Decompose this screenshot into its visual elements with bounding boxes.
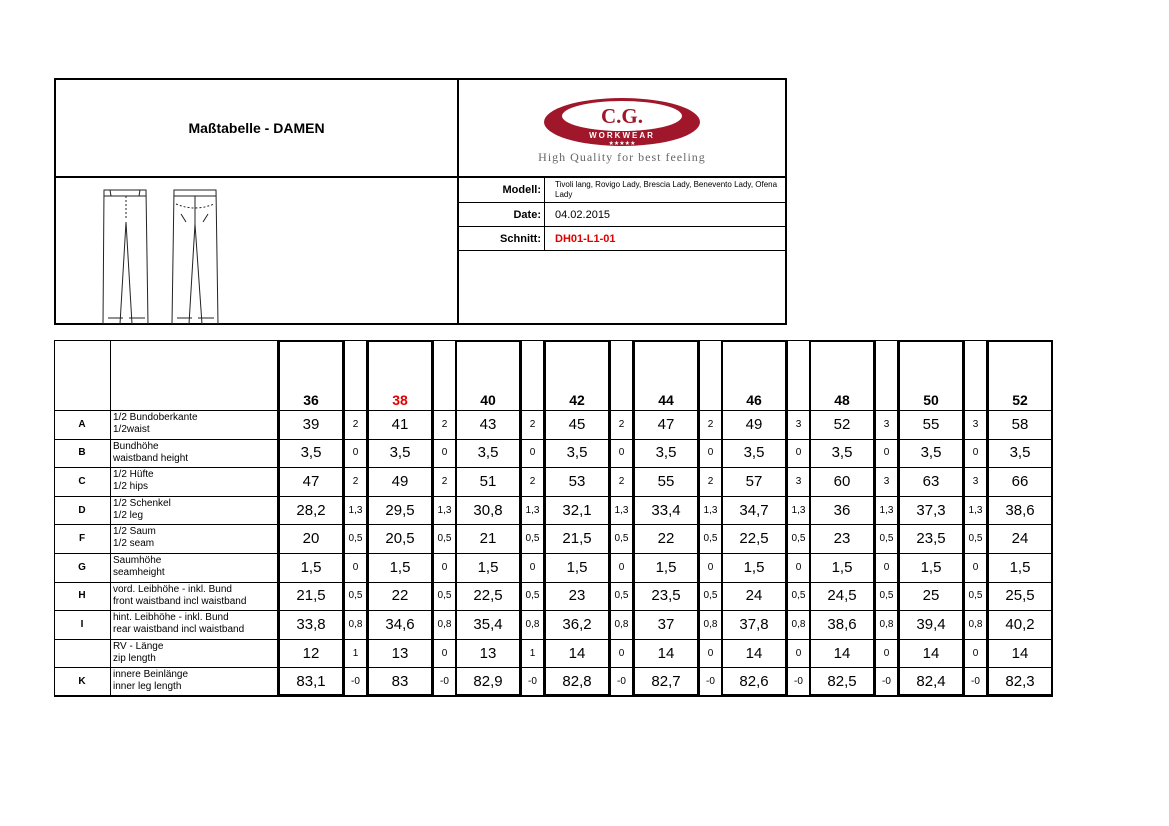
grade-value: 3	[883, 475, 890, 487]
grade-value: 0,5	[525, 533, 540, 545]
measurement-value: 13	[391, 644, 409, 662]
measurement-value: 20,5	[385, 530, 415, 548]
grade-value: -0	[794, 676, 803, 688]
grade-value: -0	[440, 676, 449, 688]
grade-value: 0	[707, 647, 714, 659]
grade-value: 2	[618, 418, 625, 430]
grade-value: 0	[883, 561, 890, 573]
grade-value: 0,5	[614, 533, 629, 545]
schnitt-value: DH01-L1-01	[555, 232, 616, 245]
row-code: F	[78, 533, 86, 545]
measurement-value: 38,6	[827, 615, 857, 633]
row-label-de: hint. Leibhöhe - inkl. Bund	[113, 612, 229, 624]
row-code: K	[78, 676, 86, 688]
grade-value: 2	[707, 475, 714, 487]
grade-value: 0	[441, 447, 448, 459]
measurement-value: 49	[745, 415, 763, 433]
grade-value: 0,5	[968, 590, 983, 602]
size-header: 50	[923, 392, 939, 408]
measurement-value: 47	[657, 415, 675, 433]
measurement-value: 3,5	[655, 444, 677, 462]
logo-stars: ★★★★★	[608, 141, 636, 147]
measurement-value: 45	[568, 415, 586, 433]
grade-value: -0	[882, 676, 891, 688]
grade-value: 0,8	[614, 618, 629, 630]
measurement-value: 25,5	[1005, 587, 1035, 605]
grade-value: 0,5	[614, 590, 629, 602]
row-divider	[54, 696, 1053, 697]
measurement-value: 82,9	[473, 673, 503, 691]
measurement-value: 3,5	[566, 444, 588, 462]
measurement-value: 39,4	[916, 615, 946, 633]
row-label-de: Saumhöhe	[113, 555, 162, 566]
row-label-en: front waistband incl waistband	[113, 595, 247, 607]
grade-value: 0,8	[525, 618, 540, 630]
measurement-value: 24	[745, 587, 763, 605]
grade-value: 0,5	[968, 533, 983, 545]
row-description	[111, 584, 277, 611]
grade-value: 0	[618, 447, 625, 459]
measurement-value: 22	[391, 587, 409, 605]
row-label-de: innere Beinlänge	[113, 669, 189, 681]
grade-value: -0	[528, 676, 537, 688]
logo-brand-text: C.G.	[601, 104, 643, 128]
row-description	[111, 526, 277, 553]
row-description	[111, 441, 277, 468]
measurement-value: 14	[922, 644, 940, 662]
grade-value: 0,5	[879, 533, 894, 545]
row-label-en: 1/2waist	[113, 424, 150, 435]
measurement-value: 37,8	[739, 615, 769, 633]
measurement-value: 22,5	[473, 587, 503, 605]
measurement-value: 39	[302, 415, 320, 433]
row-label-en: rear waistband incl waistband	[113, 624, 245, 636]
measurement-value: 24	[1011, 530, 1029, 548]
row-description	[111, 641, 277, 668]
date-value: 04.02.2015	[555, 208, 611, 221]
measurement-value: 83	[391, 673, 409, 691]
row-label-de: 1/2 Hüfte	[113, 469, 154, 481]
measurement-value: 24,5	[827, 587, 857, 605]
grade-value: 0	[618, 647, 625, 659]
measurement-value: 1,5	[300, 558, 322, 576]
measurement-value: 20	[302, 530, 320, 548]
grade-value: 2	[618, 475, 625, 487]
measurement-value: 55	[922, 415, 940, 433]
measurement-value: 33,8	[296, 615, 326, 633]
measurement-value: 40,2	[1005, 615, 1035, 633]
row-label-en: 1/2 leg	[113, 509, 144, 521]
grade-value: 0	[883, 447, 890, 459]
measurement-value: 35,4	[473, 615, 503, 633]
measurement-value: 53	[568, 472, 586, 490]
measurement-value: 47	[302, 472, 320, 490]
size-header: 42	[569, 392, 585, 408]
modell-label: Modell:	[459, 178, 545, 202]
size-header: 46	[746, 392, 762, 408]
measurement-value: 21,5	[562, 530, 592, 548]
grade-value: 1,3	[879, 504, 894, 516]
size-header: 38	[392, 392, 408, 408]
measurement-value: 22,5	[739, 530, 769, 548]
grade-value: 0	[707, 561, 714, 573]
measurement-value: 82,8	[562, 673, 592, 691]
measurement-value: 52	[833, 415, 851, 433]
row-code	[54, 639, 110, 668]
size-header: 36	[303, 392, 319, 408]
measurement-value: 36,2	[562, 615, 592, 633]
grade-value: 0	[972, 561, 979, 573]
measurement-value: 34,6	[385, 615, 415, 633]
grade-value: -0	[617, 676, 626, 688]
measurement-value: 82,6	[739, 673, 769, 691]
measurement-value: 25	[922, 587, 940, 605]
measurement-value: 1,5	[1009, 558, 1031, 576]
measurement-value: 82,3	[1005, 673, 1035, 691]
measurement-value: 49	[391, 472, 409, 490]
measurement-value: 36	[833, 501, 851, 519]
grade-value: 0	[795, 647, 802, 659]
measurement-value: 3,5	[920, 444, 942, 462]
measurement-value: 51	[479, 472, 497, 490]
grade-value: 2	[441, 418, 448, 430]
grade-value: 1,3	[525, 504, 540, 516]
grade-value: -0	[706, 676, 715, 688]
grade-value: 1,3	[791, 504, 806, 516]
grade-value: 0	[883, 647, 890, 659]
measurement-value: 23	[833, 530, 851, 548]
grade-value: 0	[972, 447, 979, 459]
grade-value: 0	[707, 447, 714, 459]
row-description	[111, 555, 277, 582]
measurement-value: 23,5	[916, 530, 946, 548]
measurement-value: 1,5	[920, 558, 942, 576]
measurement-value: 3,5	[831, 444, 853, 462]
row-code: A	[78, 418, 86, 430]
grade-value: 0,5	[703, 590, 718, 602]
measurement-value: 41	[391, 415, 409, 433]
grade-value: 0,5	[879, 590, 894, 602]
grade-value: 2	[441, 475, 448, 487]
row-code: C	[78, 475, 86, 487]
grade-value: 0	[972, 647, 979, 659]
measurement-value: 43	[479, 415, 497, 433]
grade-value: 0,5	[525, 590, 540, 602]
row-description	[111, 498, 277, 525]
row-code: G	[78, 561, 86, 573]
measurement-value: 23	[568, 587, 586, 605]
measurement-value: 82,5	[827, 673, 857, 691]
row-label-de: 1/2 Schenkel	[113, 497, 171, 509]
grade-value: 3	[972, 418, 979, 430]
measurement-value: 82,7	[651, 673, 681, 691]
row-description	[111, 469, 277, 496]
grade-value: 1,3	[703, 504, 718, 516]
grade-value: 1	[352, 647, 359, 659]
measurement-value: 55	[657, 472, 675, 490]
grade-value: 0,5	[791, 533, 806, 545]
measurement-value: 63	[922, 472, 940, 490]
row-code: I	[80, 618, 84, 630]
row-label-de: RV - Länge	[113, 640, 164, 652]
row-label-de: vord. Leibhöhe - inkl. Bund	[113, 583, 232, 595]
measurement-value: 22	[657, 530, 675, 548]
grade-value: 0,5	[791, 590, 806, 602]
row-label-en: 1/2 seam	[113, 538, 155, 550]
grade-value: 0,8	[437, 618, 452, 630]
measurement-value: 1,5	[477, 558, 499, 576]
grade-value: 1,3	[968, 504, 983, 516]
grade-value: 0	[352, 447, 359, 459]
grade-value: 3	[883, 418, 890, 430]
row-label-en: seamheight	[113, 567, 165, 578]
row-label-de: 1/2 Bundoberkante	[113, 412, 198, 423]
measurement-value: 21	[479, 530, 497, 548]
row-label-en: waistband height	[113, 452, 189, 464]
measurement-value: 29,5	[385, 501, 415, 519]
measurement-value: 3,5	[389, 444, 411, 462]
measurement-value: 33,4	[651, 501, 681, 519]
modell-value: Tivoli lang, Rovigo Lady, Brescia Lady, Benevento Lady, Ofena Lady	[555, 180, 778, 199]
row-description	[111, 669, 277, 696]
grade-value: 0,8	[968, 618, 983, 630]
measurement-value: 23,5	[651, 587, 681, 605]
row-code: B	[78, 447, 86, 459]
grade-value: 1,3	[348, 504, 363, 516]
row-label-en: inner leg length	[113, 681, 182, 693]
measurement-value: 21,5	[296, 587, 326, 605]
measurement-value: 1,5	[389, 558, 411, 576]
measurement-value: 14	[745, 644, 763, 662]
grade-value: 0,8	[703, 618, 718, 630]
grade-value: 2	[352, 418, 359, 430]
measurement-value: 37,3	[916, 501, 946, 519]
measurement-value: 12	[302, 644, 320, 662]
grade-value: 2	[529, 475, 536, 487]
measurement-value: 83,1	[296, 673, 326, 691]
size-header: 52	[1012, 392, 1028, 408]
grade-value: 2	[352, 475, 359, 487]
row-label-de: Bundhöhe	[113, 440, 159, 452]
measurement-value: 37	[657, 615, 675, 633]
date-label: Date:	[459, 203, 545, 226]
grade-value: 0,5	[348, 590, 363, 602]
measurement-value: 14	[1011, 644, 1029, 662]
grade-value: 0,5	[437, 590, 452, 602]
size-header: 44	[658, 392, 674, 408]
row-description	[111, 612, 277, 639]
grade-value: 0	[529, 561, 536, 573]
measurement-value: 3,5	[743, 444, 765, 462]
grade-value: 0,8	[791, 618, 806, 630]
measurement-value: 32,1	[562, 501, 592, 519]
measurement-value: 14	[657, 644, 675, 662]
grade-value: 2	[707, 418, 714, 430]
measurement-value: 1,5	[655, 558, 677, 576]
grade-value: 0	[795, 561, 802, 573]
row-description	[111, 412, 277, 439]
grade-value: 0	[795, 447, 802, 459]
logo-sub-text: WORKWEAR	[589, 131, 655, 140]
row-label-en: zip length	[113, 652, 156, 664]
grade-value: 2	[529, 418, 536, 430]
row-code: H	[78, 590, 86, 602]
grade-value: -0	[971, 676, 980, 688]
grade-value: 0,5	[348, 533, 363, 545]
row-label-en: 1/2 hips	[113, 481, 149, 493]
grade-value: 0,8	[879, 618, 894, 630]
grade-value: 1	[529, 647, 536, 659]
measurement-value: 38,6	[1005, 501, 1035, 519]
measurement-value: 14	[568, 644, 586, 662]
measurement-value: 1,5	[566, 558, 588, 576]
grade-value: 1,3	[614, 504, 629, 516]
measurement-value: 3,5	[1009, 444, 1031, 462]
grade-value: 3	[795, 418, 802, 430]
row-label-de: 1/2 Saum	[113, 526, 156, 538]
measurement-value: 1,5	[831, 558, 853, 576]
measurement-value: 1,5	[743, 558, 765, 576]
measurement-value: 34,7	[739, 501, 769, 519]
measurement-value: 58	[1011, 415, 1029, 433]
measurement-value: 30,8	[473, 501, 503, 519]
schnitt-label: Schnitt:	[459, 227, 545, 250]
grade-value: -0	[351, 676, 360, 688]
grade-value: 0	[352, 561, 359, 573]
grade-value: 0	[529, 447, 536, 459]
measurement-value: 28,2	[296, 501, 326, 519]
grade-value: 3	[795, 475, 802, 487]
measurement-value: 66	[1011, 472, 1029, 490]
measurement-value: 13	[479, 644, 497, 662]
grade-value: 0	[441, 561, 448, 573]
row-code: D	[78, 504, 86, 516]
page-title: Maßtabelle - DAMEN	[188, 120, 325, 136]
size-header: 40	[480, 392, 496, 408]
logo-tagline: High Quality for best feeling	[538, 150, 706, 164]
grade-value: 0	[441, 647, 448, 659]
grade-value: 0,8	[348, 618, 363, 630]
grade-value: 0,5	[437, 533, 452, 545]
grade-value: 1,3	[437, 504, 452, 516]
measurement-value: 14	[833, 644, 851, 662]
measurement-value: 3,5	[300, 444, 322, 462]
measurement-value: 60	[833, 472, 851, 490]
measurement-value: 82,4	[916, 673, 946, 691]
grade-value: 0	[618, 561, 625, 573]
measurement-value: 3,5	[477, 444, 499, 462]
size-header: 48	[834, 392, 850, 408]
measurement-value: 57	[745, 472, 763, 490]
grade-value: 3	[972, 475, 979, 487]
grade-value: 0,5	[703, 533, 718, 545]
